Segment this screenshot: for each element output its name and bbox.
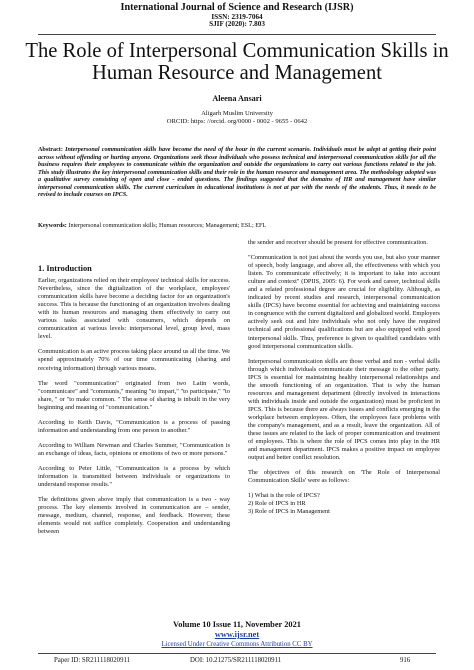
paragraph: The word "communication" originated from two Latin words, "communicare" and "communis," meaning "to impart," "to participate," "to share, " or "to make common. " The sense of sharing is inbuilt in the very beginning and meaning of "communication." bbox=[38, 379, 230, 411]
paragraph: According to Peter Little, "Communication is a process by which information is transmitted between individuals or organizations to understand response results." bbox=[38, 464, 230, 489]
license-link[interactable]: Licensed Under Creative Commons Attribution CC BY bbox=[161, 641, 313, 648]
paragraph: Interpersonal communication skills are those verbal and non - verbal skills through which individuals communicate their message to the other party. IPCS is essential for maintaining healthy interpersonal relationships and the smooth functioning of an organization. That is why the human resources and management department (directly involved in interactions with individuals inside and outside the organization) must be proficient in IPCS. This is because there are always issues and conflicts emerging in the workplace between employees. Often, the employees face problems with the company's management, and as a result, leave the organization. All of these issues are related to the lack of proper communication and treatment of employees. This is where the role of IPCS comes into play in the HR and management department. IPCS makes a positive impact on employee output and better conflict resolution. bbox=[248, 357, 440, 462]
paper-title: The Role of Interpersonal Communication Skills in Human Resource and Management bbox=[25, 40, 449, 84]
university: Aligarh Muslim University bbox=[201, 110, 273, 117]
paragraph: "Communication is not just about the words you use, but also your manner of speech, body language, and above all, the effectiveness with which you listen. To communicate effectively; it is important to take into account culture and context" (DPIIS, 2005: 6). For work and career, technical skills and a related professional degree are crucial for eligibility. Although, as indicated by recent studies and research, interpersonal communication skills (IPCS) have become essential for achieving and maintaining success in congruence with the current digitalized and globalized world. Employers actively seek out and hire individuals who not only have the required technical and professional qualifications but are also equipped with good interpersonal skills. Thus, preference is given to qualified candidates with good interpersonal communication skills. bbox=[248, 254, 440, 350]
list-item: 2) Role of IPCS in HR bbox=[248, 500, 306, 508]
journal-sjif: SJIF (2020): 7.803 bbox=[209, 20, 265, 29]
section-heading-introduction: 1. Introduction bbox=[38, 264, 92, 273]
footer-divider bbox=[38, 653, 436, 654]
list-item: 1) What is the role of IPCS? bbox=[248, 492, 320, 500]
keywords-label: Keywords: bbox=[38, 222, 67, 229]
journal-header bbox=[0, 3, 474, 29]
journal-name: International Journal of Science and Research (IJSR) bbox=[120, 2, 354, 13]
journal-footer bbox=[0, 620, 474, 650]
left-column bbox=[38, 239, 230, 543]
keywords-text: Interpersonal communication skills; Human resources; Management; ESL; EFL bbox=[68, 222, 267, 229]
website-link[interactable]: www.ijsr.net bbox=[214, 630, 260, 639]
abstract bbox=[38, 147, 436, 200]
paragraph: According to William Newman and Charles Summer, "Communication is an exchange of ideas, facts, opinions or emotions of two or more persons." bbox=[38, 441, 230, 457]
right-column bbox=[248, 239, 440, 516]
page-number: 916 bbox=[400, 657, 411, 664]
paragraph: Communication is an active process taking place around us all the time. We spend approximately 70% of our time communicating (sharing and receiving information) through various means. bbox=[38, 348, 230, 372]
volume-issue: Volume 10 Issue 11, November 2021 bbox=[173, 620, 301, 629]
list-item: 3) Role of IPCS in Management bbox=[248, 508, 330, 516]
paragraph: According to Keith Davis, "Communication is a process of passing information and understanding from one person to another." bbox=[38, 418, 230, 434]
journal-issn: ISSN: 2319-7064 bbox=[211, 12, 263, 21]
abstract-text: Interpersonal communication skills have become the need of the hour in the current scenario. Individuals must be adept at getting their point across without offending or hurting anyone. Organizations seek those individuals who possess technical and interpersonal communication skills for all the business requires their employees to communicate within the organization and outside the organizations to carry out various functions related to the job. This study illustrates the key interpersonal communication skills and their role in the human resource and management area. The methodology adopted was a qualitative survey consisting of open and close - ended questions. The findings suggested that the domains of HR and management have similar interpersonal communication skills. The current curriculum in educational institutions is not at par with the needs of the students. Thus, it needs to be revised to include courses on IPCS. bbox=[38, 147, 436, 199]
orcid-link[interactable]: ORCID: https: //orcid. org/0000 - 0002 - 9655 - 0642 bbox=[166, 118, 308, 126]
author-name: Aleena Ansari bbox=[212, 94, 262, 103]
header-divider bbox=[38, 34, 436, 35]
keywords bbox=[38, 222, 436, 230]
paragraph: The objectives of this research on 'The Role of Interpersonal Communication Skills' were as follows: bbox=[248, 469, 440, 485]
paper-id: Paper ID: SR211118020911 bbox=[54, 657, 131, 664]
author-affiliation bbox=[0, 110, 474, 126]
paragraph: Earlier, organizations relied on their employees' technical skills for success. Nevertheless, since the digitalization of the workplace, employees' communication skills have become a deciding factor for an organization's success. This is because the functioning of an organization involves dealing with its human resources and managing them effectively to carry out various tasks associated with consumers, which depends on communication at various levels: interpersonal level, group level, mass level. bbox=[38, 277, 230, 341]
paragraph: the sender and receiver should be present for effective communication. bbox=[248, 239, 428, 246]
doi: DOI: 10.21275/SR211118020911 bbox=[190, 657, 282, 664]
abstract-label: Abstract: bbox=[38, 147, 63, 153]
paragraph: The definitions given above imply that communication is a two - way process. The key elements involved in communication are – sender, message, medium, channel, response, and feedback. However, these elements would not suffice completely. Cooperation and understanding between bbox=[38, 496, 230, 536]
